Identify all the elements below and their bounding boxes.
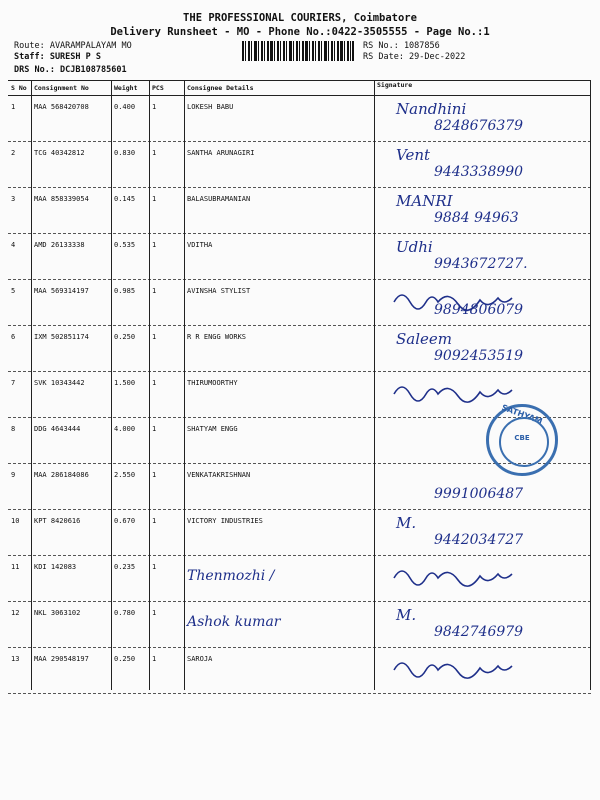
- row-signature: [374, 418, 591, 463]
- row-sno: 8: [11, 425, 16, 433]
- signature-name: M.: [396, 514, 417, 532]
- row-consignee: R R ENGG WORKS: [187, 333, 247, 341]
- row-signature: [374, 142, 591, 187]
- row-pcs: 1: [152, 655, 157, 663]
- row-pcs: 1: [152, 517, 157, 525]
- rs-date: RS Date: 29-Dec-2022: [363, 52, 466, 62]
- row-consignee: SHATYAM ENGG: [187, 425, 238, 433]
- row-consignment-no: AMD 26133338: [34, 241, 85, 249]
- row-consignee: AVINSHA STYLIST: [187, 287, 251, 295]
- handwritten-signature: [384, 650, 564, 690]
- table-header: [8, 81, 591, 96]
- row-weight: 0.235: [114, 563, 136, 571]
- row-sno: 5: [11, 287, 16, 295]
- row-weight: 0.250: [114, 655, 136, 663]
- signature-phone: 9842746979: [434, 624, 524, 640]
- row-sno: 1: [11, 103, 16, 111]
- row-consignee: Ashok kumar: [187, 614, 281, 630]
- row-sno: 4: [11, 241, 16, 249]
- col-sno: S No: [11, 84, 27, 92]
- row-signature: [374, 602, 591, 647]
- row-pcs: 1: [152, 471, 157, 479]
- row-signature: [374, 510, 591, 555]
- table-row: [8, 556, 591, 602]
- row-signature: [374, 464, 591, 509]
- row-consignment-no: MAA 858339054: [34, 195, 89, 203]
- table-row: [8, 602, 591, 648]
- row-signature: [374, 326, 591, 371]
- barcode: [242, 41, 354, 61]
- signature-name: M.: [396, 606, 417, 624]
- row-signature: [374, 188, 591, 233]
- row-pcs: 1: [152, 241, 157, 249]
- signature-phone: 9991006487: [434, 486, 524, 502]
- row-pcs: 1: [152, 379, 157, 387]
- row-pcs: 1: [152, 149, 157, 157]
- row-consignee: SANTHA ARUNAGIRI: [187, 149, 255, 157]
- signature-name: Vent: [396, 146, 431, 164]
- row-consignment-no: IXM 502851174: [34, 333, 89, 341]
- row-signature: [374, 234, 591, 279]
- col-consignee: Consignee Details: [187, 84, 254, 92]
- stamp-text-top: SATHYAM: [500, 402, 544, 427]
- row-consignment-no: NKL 3063102: [34, 609, 81, 617]
- row-sno: 3: [11, 195, 16, 203]
- signature-name: Udhi: [396, 238, 433, 256]
- row-sno: 10: [11, 517, 20, 525]
- row-consignment-no: DDG 4643444: [34, 425, 81, 433]
- signature-phone: 9884 94963: [434, 210, 519, 226]
- row-weight: 0.250: [114, 333, 136, 341]
- row-consignee: VDITHA: [187, 241, 213, 249]
- row-consignment-no: KPT 8420616: [34, 517, 81, 525]
- rs-number: RS No.: 1087856: [363, 41, 440, 51]
- table-row: [8, 648, 591, 694]
- row-sno: 9: [11, 471, 16, 479]
- row-weight: 0.145: [114, 195, 136, 203]
- col-weight: Weight: [114, 84, 138, 92]
- row-weight: 0.400: [114, 103, 136, 111]
- row-weight: 0.535: [114, 241, 136, 249]
- row-signature: [374, 96, 591, 141]
- row-pcs: 1: [152, 563, 157, 571]
- row-sno: 12: [11, 609, 20, 617]
- signature-name: MANRI: [396, 192, 453, 210]
- row-pcs: 1: [152, 195, 157, 203]
- signature-phone: 9092453519: [434, 348, 524, 364]
- row-sno: 7: [11, 379, 16, 387]
- company-seal-stamp: [486, 404, 558, 476]
- row-pcs: 1: [152, 609, 157, 617]
- row-consignee: Thenmozhi /: [187, 568, 275, 584]
- row-signature: [374, 280, 591, 325]
- col-pcs: PCS: [152, 84, 164, 92]
- signature-phone: 9894806079: [434, 302, 524, 318]
- row-consignee: VENKATAKRISHNAN: [187, 471, 251, 479]
- row-pcs: 1: [152, 287, 157, 295]
- table-row: [8, 280, 591, 326]
- row-pcs: 1: [152, 103, 157, 111]
- signature-phone: 9442034727: [434, 532, 524, 548]
- signature-name: Saleem: [396, 330, 452, 348]
- table-row: [8, 326, 591, 372]
- row-weight: 0.780: [114, 609, 136, 617]
- row-consignment-no: SVK 10343442: [34, 379, 85, 387]
- row-weight: 2.550: [114, 471, 136, 479]
- row-signature: [374, 648, 591, 693]
- signature-phone: 9443338990: [434, 164, 524, 180]
- row-consignee: VICTORY INDUSTRIES: [187, 517, 263, 525]
- row-sno: 6: [11, 333, 16, 341]
- table-body: [8, 96, 591, 694]
- row-signature: [374, 372, 591, 417]
- staff-label: Staff: SURESH P S: [14, 52, 101, 62]
- signature-name: Nandhini: [396, 100, 467, 118]
- row-consignment-no: MAA 568420708: [34, 103, 89, 111]
- row-consignee: LOKESH BABU: [187, 103, 234, 111]
- row-sno: 2: [11, 149, 16, 157]
- row-consignment-no: MAA 569314197: [34, 287, 89, 295]
- company-title: THE PROFESSIONAL COURIERS, Coimbatore: [183, 12, 417, 24]
- row-consignment-no: MAA 290548197: [34, 655, 89, 663]
- row-consignment-no: MAA 286184086: [34, 471, 89, 479]
- row-consignee: BALASUBRAMANIAN: [187, 195, 251, 203]
- row-sno: 13: [11, 655, 20, 663]
- row-pcs: 1: [152, 333, 157, 341]
- row-weight: 4.000: [114, 425, 136, 433]
- runsheet-table: [8, 80, 591, 694]
- signature-phone: 9943672727.: [434, 256, 528, 272]
- col-signature: Signature: [377, 81, 413, 89]
- row-consignment-no: TCG 40342812: [34, 149, 85, 157]
- route-label: Route: AVARAMPALAYAM MO: [14, 41, 132, 51]
- table-row: [8, 142, 591, 188]
- drs-number: DRS No.: DCJB108785601: [14, 65, 127, 75]
- row-weight: 1.500: [114, 379, 136, 387]
- table-row: [8, 96, 591, 142]
- row-weight: 0.830: [114, 149, 136, 157]
- row-weight: 0.670: [114, 517, 136, 525]
- col-consignment: Consignment No: [34, 84, 89, 92]
- table-row: [8, 510, 591, 556]
- signature-phone: 8248676379: [434, 118, 524, 134]
- row-consignee: THIRUMOORTHY: [187, 379, 238, 387]
- row-consignee: SAROJA: [187, 655, 213, 663]
- row-weight: 0.985: [114, 287, 136, 295]
- table-row: [8, 188, 591, 234]
- runsheet-subtitle: Delivery Runsheet - MO - Phone No.:0422-3505555 - Page No.:1: [110, 26, 490, 38]
- handwritten-signature: [384, 558, 564, 598]
- handwritten-signature: [384, 282, 564, 322]
- row-signature: [374, 556, 591, 601]
- row-sno: 11: [11, 563, 20, 571]
- row-consignment-no: KDI 142083: [34, 563, 77, 571]
- stamp-text-center: CBE: [514, 434, 530, 442]
- row-pcs: 1: [152, 425, 157, 433]
- table-row: [8, 234, 591, 280]
